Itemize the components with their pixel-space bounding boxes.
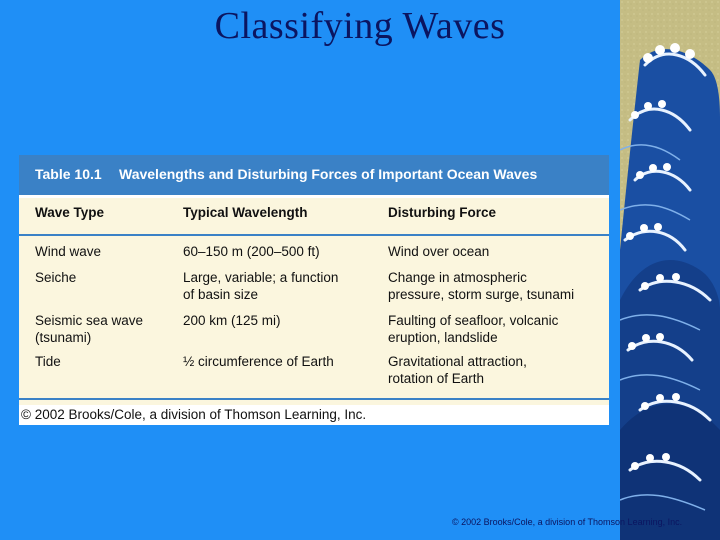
table-header-bar [19,155,609,195]
table-cell: Large, variable; a function of basin size [183,270,339,302]
table-number: Table 10.1 [35,166,102,182]
table-cell: Change in atmospheric pressure, storm surge, tsunami [388,270,575,302]
table-cell: Wind wave [35,244,102,259]
table-cell: Tide [35,354,61,369]
breaking-wave-icon [620,0,720,540]
divider [19,398,609,400]
divider [19,195,609,198]
table-cell: ½ circumference of Earth [183,354,334,369]
table-cell: Seismic sea wave (tsunami) [35,313,144,345]
table-cell: Faulting of seafloor, volcanic eruption, landslide [388,313,559,345]
column-header-wave-type: Wave Type [35,205,105,220]
table-cell: Wind over ocean [388,244,490,259]
table-cell: 200 km (125 mi) [183,313,281,328]
page-title: Classifying Waves [214,5,506,47]
footer-credit: © 2002 Brooks/Cole, a division of Thomson Learning, Inc. [452,517,683,527]
column-header-force: Disturbing Force [388,205,497,220]
table-cell: Seiche [35,270,77,285]
divider [19,234,609,236]
table-cell: Gravitational attraction, rotation of Earth [388,354,527,386]
table-caption: Wavelengths and Disturbing Forces of Important Ocean Waves [119,166,538,182]
table-credit: © 2002 Brooks/Cole, a division of Thomson Learning, Inc. [19,405,609,425]
table-cell: 60–150 m (200–500 ft) [183,244,320,259]
column-header-wavelength: Typical Wavelength [183,205,308,220]
wave-table [19,155,609,425]
